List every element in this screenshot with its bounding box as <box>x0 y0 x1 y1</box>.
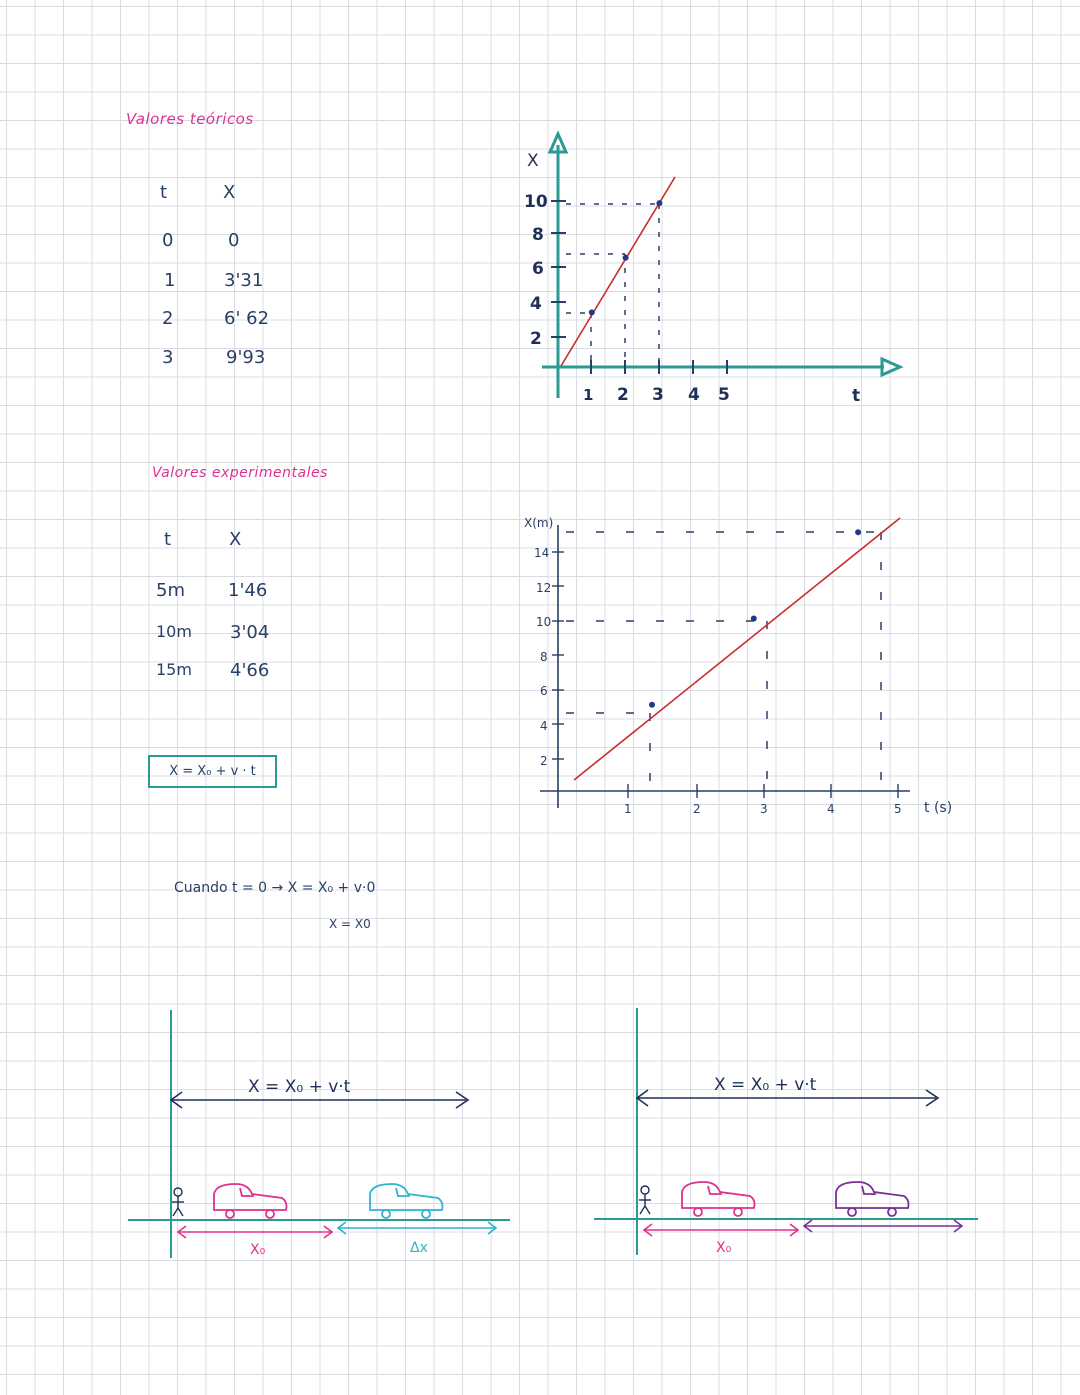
experimental-header-t: t <box>164 529 172 550</box>
graph2-xtick-1: 1 <box>624 802 632 816</box>
graph1-xtick-4: 4 <box>688 385 700 405</box>
diagram2-x0-label: X₀ <box>716 1240 732 1256</box>
graph2-ytick-4: 4 <box>540 719 548 733</box>
graph1-xtick-3: 3 <box>652 385 664 405</box>
theoretical-row-0-x: 0 <box>228 230 240 251</box>
graph2-ytick-2: 2 <box>540 754 548 768</box>
condition-line-1: Cuando t = 0 → X = X₀ + v·0 <box>174 880 376 896</box>
experimental-row-1-t: 10m <box>156 622 192 641</box>
graph2-ytick-14: 14 <box>534 546 550 560</box>
graph2-x-label: t (s) <box>924 800 953 816</box>
diagram1-dx-label: Δx <box>410 1240 428 1256</box>
graph1-ytick-2: 2 <box>530 329 542 349</box>
theoretical-row-0-t: 0 <box>162 230 174 251</box>
theoretical-title: Valores teóricos <box>126 110 254 128</box>
condition-line-2: X = X0 <box>329 917 371 931</box>
theoretical-row-2-x: 6' 62 <box>224 308 270 329</box>
diagram2-car-pink-icon <box>682 1182 755 1216</box>
graph1-ytick-10: 10 <box>524 192 548 212</box>
graph2-xtick-2: 2 <box>693 802 701 816</box>
graph2-y-label: X(m) <box>524 516 554 530</box>
graph1-xtick-1: 1 <box>583 386 594 404</box>
theoretical-header-x: X <box>223 182 236 203</box>
graph1-xtick-5: 5 <box>718 385 730 405</box>
graph1-ytick-6: 6 <box>532 259 544 279</box>
graph2-ytick-6: 6 <box>540 684 548 698</box>
theoretical-row-1-x: 3'31 <box>224 270 264 291</box>
diagram1-equation: X = X₀ + v·t <box>248 1077 351 1097</box>
graph2-xtick-5: 5 <box>894 802 902 816</box>
graph1-ytick-4: 4 <box>530 294 542 314</box>
graph2-ytick-8: 8 <box>540 650 548 664</box>
graph1-xtick-2: 2 <box>617 385 629 405</box>
experimental-header-x: X <box>229 529 242 550</box>
diagram1-x0-label: X₀ <box>250 1242 266 1258</box>
experimental-row-2-x: 4'66 <box>230 660 270 681</box>
experimental-row-0-x: 1'46 <box>228 580 268 601</box>
experimental-row-0-t: 5m <box>156 580 185 601</box>
graph1-ytick-8: 8 <box>532 225 544 245</box>
diagram2-equation: X = X₀ + v·t <box>714 1075 817 1095</box>
graph2-ytick-10: 10 <box>536 615 552 629</box>
formula-text: X = X₀ + v · t <box>169 764 256 779</box>
graph1-y-label: X <box>527 151 539 171</box>
experimental-row-1-x: 3'04 <box>230 622 270 643</box>
experimental-row-2-t: 15m <box>156 660 192 679</box>
theoretical-row-3-t: 3 <box>162 347 174 368</box>
graph1-x-label: t <box>852 386 861 406</box>
graph2-ytick-12: 12 <box>536 581 552 595</box>
theoretical-row-2-t: 2 <box>162 308 174 329</box>
graph2-xtick-3: 3 <box>760 802 768 816</box>
experimental-title: Valores experimentales <box>152 465 328 481</box>
diagram2-car-purple-icon <box>836 1182 909 1216</box>
diagram2-person-icon <box>639 1186 651 1214</box>
theoretical-header-t: t <box>160 182 168 203</box>
theoretical-row-3-x: 9'93 <box>226 347 266 368</box>
theoretical-row-1-t: 1 <box>164 270 176 291</box>
graph2-xtick-4: 4 <box>827 802 835 816</box>
